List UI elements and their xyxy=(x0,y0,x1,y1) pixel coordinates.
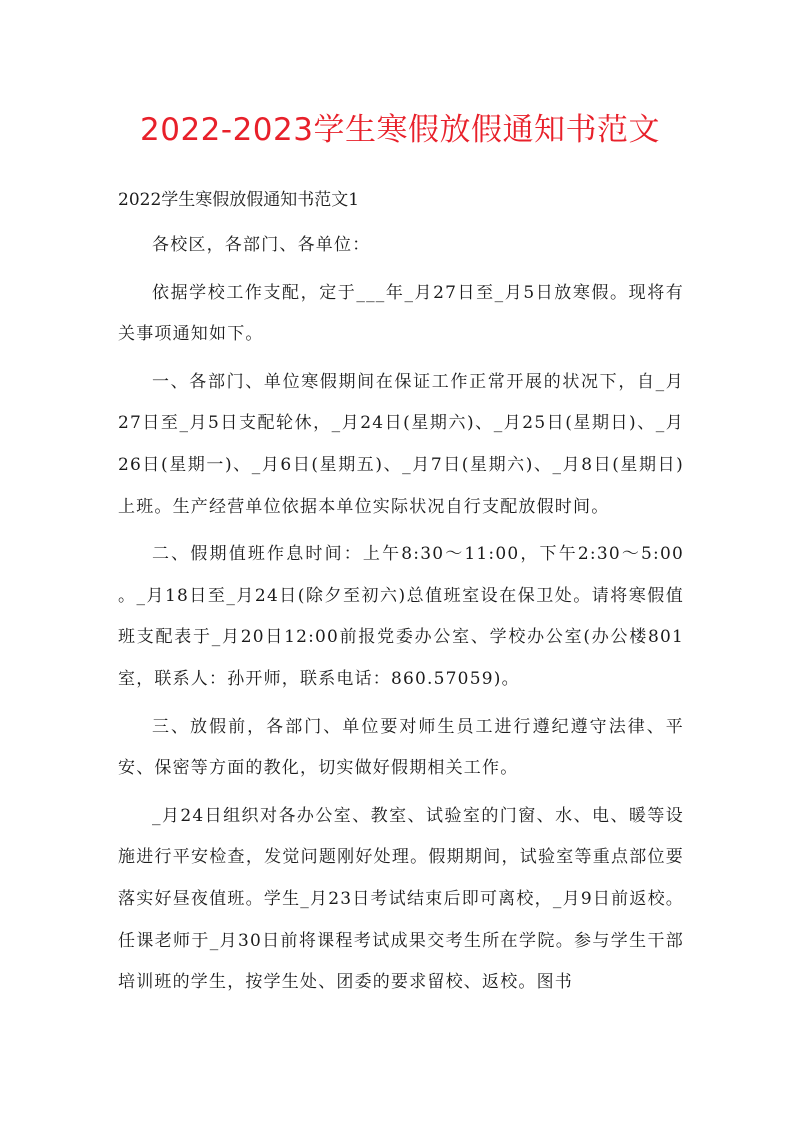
document-subtitle: 2022学生寒假放假通知书范文1 xyxy=(118,190,360,210)
document-body xyxy=(118,225,684,1010)
intro-paragraph: 依据学校工作支配，定于___年_月27日至_月5日放寒假。现将有关事项通知如下。 xyxy=(118,282,684,345)
inspection-paragraph: _月24日组织对各办公室、教室、试验室的门窗、水、电、暖等设施进行平安检查，发觉问题刚好处理。假期期间，试验室等重点部位要落实好昼夜值班。学生_月23日考试结束后即可离校，_月9日前返校。任课老师于_月30日前将课程考试成果交考生所在学院。参与学生干部培训班的学生，按学生处、团委的要求留校、返校。图书 xyxy=(118,805,684,993)
item-two-paragraph: 二、假期值班作息时间：上午8:30～11:00，下午2:30～5:00 。_月18日至_月24日(除夕至初六)总值班室设在保卫处。请将寒假值班支配表于_月20日12:00前报党委办公室、学校办公室(办公楼801室，联系人：孙开师，联系电话：860.57059)。 xyxy=(118,544,684,689)
item-three-paragraph: 三、放假前，各部门、单位要对师生员工进行遵纪遵守法律、平安、保密等方面的教化，切实做好假期相关工作。 xyxy=(118,716,684,779)
salutation-paragraph: 各校区，各部门、各单位： xyxy=(152,235,371,255)
document-title: 2022-2023学生寒假放假通知书范文 xyxy=(140,112,660,148)
item-one-paragraph: 一、各部门、单位寒假期间在保证工作正常开展的状况下，自_月27日至_月5日支配轮休，_月24日(星期六)、_月25日(星期日)、_月26日(星期一)、_月6日(星期五)、_月7日(星期六)、_月8日(星期日)上班。生产经营单位依据本单位实际状况自行支配放假时间。 xyxy=(118,371,684,517)
